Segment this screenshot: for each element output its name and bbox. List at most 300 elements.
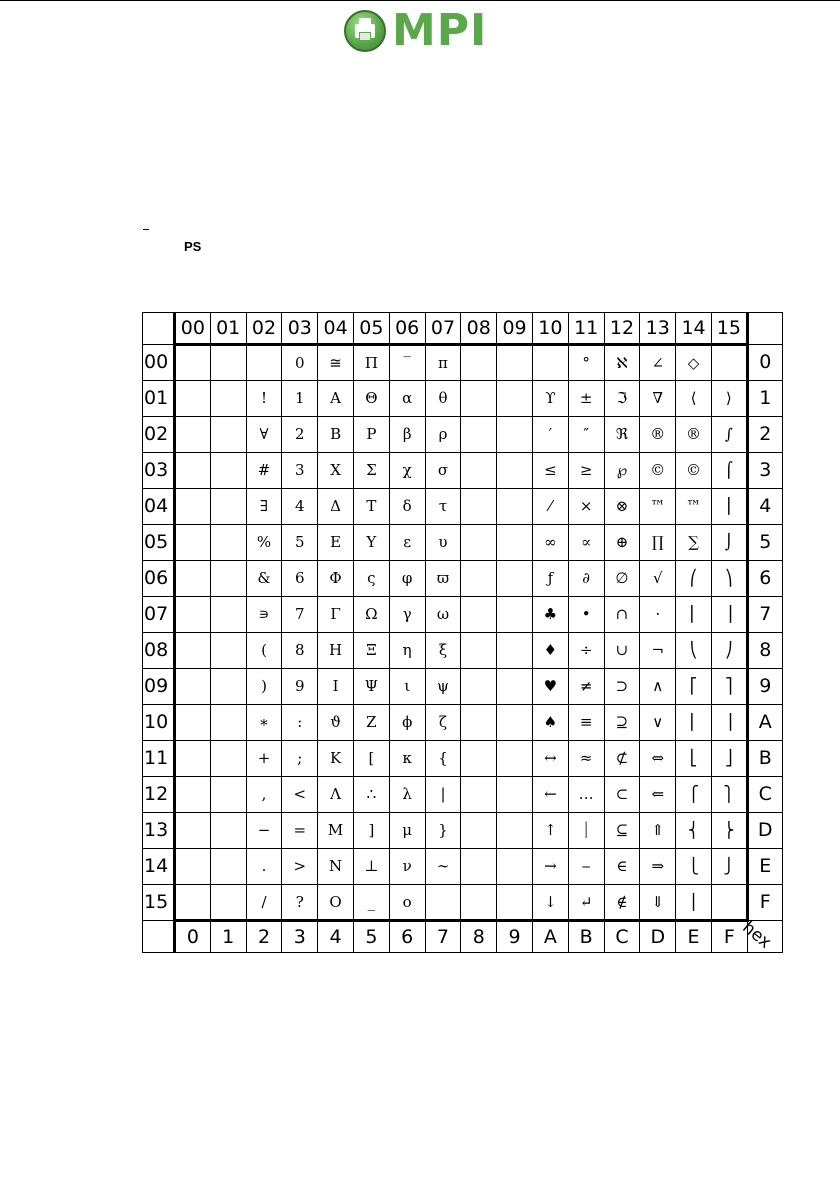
symbol-cell: ↔: [532, 741, 568, 777]
symbol-cell: ∗: [246, 705, 282, 741]
symbol-cell: Λ: [318, 777, 354, 813]
symbol-set-chart: [142, 312, 782, 953]
row-header: 11: [143, 741, 175, 777]
symbol-cell: τ: [425, 489, 461, 525]
symbol-cell: ψ: [425, 669, 461, 705]
symbol-cell: !: [246, 381, 282, 417]
symbol-cell: ®: [640, 417, 676, 453]
symbol-cell: [497, 885, 533, 921]
symbol-cell: ⊃: [604, 669, 640, 705]
symbol-cell: φ: [389, 561, 425, 597]
symbol-cell: ±: [568, 381, 604, 417]
symbol-cell: [210, 705, 246, 741]
symbol-cell: ⊂: [604, 777, 640, 813]
symbol-cell: ⎠: [711, 633, 747, 669]
symbol-cell: [461, 597, 497, 633]
symbol-cell: &: [246, 561, 282, 597]
symbol-cell: ∫: [711, 417, 747, 453]
symbol-cell: ⎜: [676, 597, 712, 633]
symbol-cell: π: [425, 345, 461, 381]
symbol-cell: Ε: [318, 525, 354, 561]
symbol-cell: ∅: [604, 561, 640, 597]
symbol-cell: ⎫: [711, 777, 747, 813]
symbol-cell: ο: [389, 885, 425, 921]
symbol-cell: ℜ: [604, 417, 640, 453]
symbol-cell: [497, 525, 533, 561]
symbol-cell: [461, 345, 497, 381]
column-header: 08: [461, 313, 497, 345]
symbol-cell: 4: [282, 489, 318, 525]
symbol-cell: ⇓: [640, 885, 676, 921]
symbol-cell: [210, 489, 246, 525]
symbol-cell: }: [425, 813, 461, 849]
symbol-cell: ∨: [640, 705, 676, 741]
symbol-cell: 3: [282, 453, 318, 489]
column-header: 15: [711, 313, 747, 345]
symbol-cell: [210, 417, 246, 453]
symbol-cell: ′: [532, 417, 568, 453]
symbol-cell: δ: [389, 489, 425, 525]
symbol-cell: σ: [425, 453, 461, 489]
symbol-cell: ∏: [640, 525, 676, 561]
symbol-cell: Γ: [318, 597, 354, 633]
symbol-cell: [497, 849, 533, 885]
symbol-cell: ≅: [318, 345, 354, 381]
symbol-cell: [175, 849, 211, 885]
symbol-cell: [175, 705, 211, 741]
symbol-cell: ⊇: [604, 705, 640, 741]
symbol-cell: ϖ: [425, 561, 461, 597]
symbol-cell: Η: [318, 633, 354, 669]
row-header: 08: [143, 633, 175, 669]
symbol-cell: Ζ: [353, 705, 389, 741]
symbol-cell: χ: [389, 453, 425, 489]
hex-column-label: F: [711, 921, 747, 953]
symbol-cell: ι: [389, 669, 425, 705]
symbol-cell: ∩: [604, 597, 640, 633]
symbol-cell: Β: [318, 417, 354, 453]
symbol-cell: β: [389, 417, 425, 453]
symbol-cell: ™: [676, 489, 712, 525]
hex-column-label: E: [676, 921, 712, 953]
mpi-logo: [344, 5, 488, 56]
symbol-cell: ∇: [640, 381, 676, 417]
symbol-cell: [210, 813, 246, 849]
symbol-cell: Ι: [318, 669, 354, 705]
symbol-cell: ≡: [568, 705, 604, 741]
row-header: 09: [143, 669, 175, 705]
corner-cell: [143, 313, 175, 345]
symbol-cell: ϒ: [532, 381, 568, 417]
symbol-cell: ⊗: [604, 489, 640, 525]
symbol-cell: [497, 417, 533, 453]
top-rule: [0, 0, 840, 1]
hex-column-label: C: [604, 921, 640, 953]
row-header: 05: [143, 525, 175, 561]
symbol-cell: ⊥: [353, 849, 389, 885]
symbol-cell: Δ: [318, 489, 354, 525]
symbol-cell: °: [568, 345, 604, 381]
row-header: 15: [143, 885, 175, 921]
symbol-cell: [210, 453, 246, 489]
symbol-cell: θ: [425, 381, 461, 417]
hex-column-label: 2: [246, 921, 282, 953]
symbol-cell: ↵: [568, 885, 604, 921]
hex-row-label: 3: [747, 453, 782, 489]
hex-row-label: F: [747, 885, 782, 921]
hex-row-label: 0: [747, 345, 782, 381]
corner-cell: [747, 313, 782, 345]
symbol-cell: ≠: [568, 669, 604, 705]
symbol-cell: [461, 525, 497, 561]
symbol-cell: [175, 417, 211, 453]
column-header: 10: [532, 313, 568, 345]
hex-row-label: C: [747, 777, 782, 813]
row-header: 03: [143, 453, 175, 489]
symbol-cell: ): [246, 669, 282, 705]
symbol-cell: [: [353, 741, 389, 777]
hex-corner-cell: [738, 917, 782, 953]
symbol-cell: ⎭: [711, 849, 747, 885]
row-header: 07: [143, 597, 175, 633]
column-header: 12: [604, 313, 640, 345]
symbol-cell: [461, 885, 497, 921]
symbol-cell: +: [246, 741, 282, 777]
symbol-cell: {: [425, 741, 461, 777]
symbol-cell: ⎯: [568, 849, 604, 885]
symbol-cell: ε: [389, 525, 425, 561]
symbol-cell: [210, 561, 246, 597]
symbol-cell: Φ: [318, 561, 354, 597]
symbol-cell: Τ: [353, 489, 389, 525]
symbol-cell: υ: [425, 525, 461, 561]
symbol-cell: [210, 381, 246, 417]
symbol-cell: ⎝: [676, 633, 712, 669]
symbol-cell: ©: [640, 453, 676, 489]
symbol-cell: Κ: [318, 741, 354, 777]
symbol-cell: [497, 489, 533, 525]
symbol-cell: ≈: [568, 741, 604, 777]
hex-column-label: 8: [461, 921, 497, 953]
symbol-cell: ↓: [532, 885, 568, 921]
symbol-cell: ⇔: [640, 741, 676, 777]
symbol-cell: ϑ: [318, 705, 354, 741]
symbol-cell: ⌠: [711, 453, 747, 489]
column-header: 00: [175, 313, 211, 345]
column-header: 14: [676, 313, 712, 345]
symbol-cell: ″: [568, 417, 604, 453]
symbol-cell: 8: [282, 633, 318, 669]
symbol-cell: Ν: [318, 849, 354, 885]
column-header: 13: [640, 313, 676, 345]
symbol-cell: ◇: [676, 345, 712, 381]
symbol-cell: ⟩: [711, 381, 747, 417]
symbol-cell: [425, 885, 461, 921]
hex-row-label: 2: [747, 417, 782, 453]
symbol-cell: ℑ: [604, 381, 640, 417]
symbol-cell: ∈: [604, 849, 640, 885]
symbol-cell: ⎮: [711, 489, 747, 525]
symbol-cell: [497, 813, 533, 849]
symbol-cell: [497, 561, 533, 597]
column-header: 01: [210, 313, 246, 345]
symbol-cell: =: [282, 813, 318, 849]
symbol-cell: Σ: [353, 453, 389, 489]
row-header: 01: [143, 381, 175, 417]
symbol-cell: ⇑: [640, 813, 676, 849]
symbol-cell: ν: [389, 849, 425, 885]
symbol-cell: [175, 381, 211, 417]
symbol-cell: [461, 489, 497, 525]
symbol-cell: ∞: [532, 525, 568, 561]
hex-column-label: 9: [497, 921, 533, 953]
symbol-cell: #: [246, 453, 282, 489]
symbol-cell: ?: [282, 885, 318, 921]
hex-row-label: A: [747, 705, 782, 741]
symbol-cell: >: [282, 849, 318, 885]
symbol-cell: [497, 597, 533, 633]
symbol-cell: [175, 777, 211, 813]
symbol-cell: [210, 345, 246, 381]
symbol-cell: ƒ: [532, 561, 568, 597]
symbol-cell: ⎬: [711, 813, 747, 849]
hex-column-label: 7: [425, 921, 461, 953]
symbol-cell: ♣: [532, 597, 568, 633]
symbol-cell: ⎟: [711, 597, 747, 633]
symbol-cell: [711, 885, 747, 921]
symbol-cell: Μ: [318, 813, 354, 849]
symbol-cell: .: [246, 849, 282, 885]
symbol-cell: ⊕: [604, 525, 640, 561]
symbol-cell: |: [425, 777, 461, 813]
symbol-cell: η: [389, 633, 425, 669]
symbol-cell: α: [389, 381, 425, 417]
column-header: 02: [246, 313, 282, 345]
symbol-cell: [497, 741, 533, 777]
column-header: 06: [389, 313, 425, 345]
symbol-cell: [210, 849, 246, 885]
symbol-cell: [210, 633, 246, 669]
symbol-cell: ⎨: [676, 813, 712, 849]
symbol-cell: [175, 597, 211, 633]
symbol-cell: [175, 561, 211, 597]
symbol-cell: 9: [282, 669, 318, 705]
logo-text: MPI: [392, 5, 488, 56]
symbol-cell: [210, 777, 246, 813]
symbol-cell: %: [246, 525, 282, 561]
symbol-cell: Α: [318, 381, 354, 417]
hex-column-label: A: [532, 921, 568, 953]
symbol-cell: ⎛: [676, 561, 712, 597]
column-header: 11: [568, 313, 604, 345]
hex-row-label: 9: [747, 669, 782, 705]
symbol-cell: [210, 669, 246, 705]
symbol-cell: ∍: [246, 597, 282, 633]
symbol-cell: [175, 345, 211, 381]
symbol-cell: ω: [425, 597, 461, 633]
hex-label: hex: [738, 917, 775, 953]
hex-row-label: E: [747, 849, 782, 885]
symbol-cell: ∑: [676, 525, 712, 561]
symbol-cell: ⎪: [676, 885, 712, 921]
symbol-cell: ⎦: [711, 741, 747, 777]
symbol-cell: κ: [389, 741, 425, 777]
symbol-cell: ⌡: [711, 525, 747, 561]
symbol-cell: Ω: [353, 597, 389, 633]
symbol-cell: [461, 669, 497, 705]
symbol-cell: ⋅: [640, 597, 676, 633]
symbol-cell: ←: [532, 777, 568, 813]
symbol-cell: γ: [389, 597, 425, 633]
symbol-cell: [461, 705, 497, 741]
hex-row-label: 5: [747, 525, 782, 561]
hex-row-label: B: [747, 741, 782, 777]
symbol-cell: ⏐: [568, 813, 604, 849]
symbol-cell: ⎩: [676, 849, 712, 885]
column-header: 09: [497, 313, 533, 345]
symbol-cell: ↑: [532, 813, 568, 849]
symbol-cell: Θ: [353, 381, 389, 417]
symbol-cell: [497, 705, 533, 741]
symbol-cell: ∠: [640, 345, 676, 381]
column-header: 04: [318, 313, 354, 345]
symbol-cell: ⁄: [532, 489, 568, 525]
symbol-cell: ∼: [425, 849, 461, 885]
hex-column-label: 4: [318, 921, 354, 953]
symbol-cell: ∪: [604, 633, 640, 669]
hex-column-label: 1: [210, 921, 246, 953]
symbol-cell: [461, 633, 497, 669]
symbol-cell: [210, 525, 246, 561]
symbol-cell: ¬: [640, 633, 676, 669]
symbol-cell: ∂: [568, 561, 604, 597]
symbol-cell: 5: [282, 525, 318, 561]
symbol-cell: [175, 669, 211, 705]
symbol-cell: [497, 633, 533, 669]
row-header: 02: [143, 417, 175, 453]
symbol-cell: ÷: [568, 633, 604, 669]
symbol-cell: [461, 741, 497, 777]
symbol-cell: ς: [353, 561, 389, 597]
symbol-cell: [461, 777, 497, 813]
row-header: 12: [143, 777, 175, 813]
symbol-cell: ;: [282, 741, 318, 777]
symbol-cell: [497, 669, 533, 705]
symbol-cell: −: [246, 813, 282, 849]
symbol-cell: Χ: [318, 453, 354, 489]
symbol-cell: Ρ: [353, 417, 389, 453]
symbol-cell: [461, 381, 497, 417]
section-label: PS: [184, 239, 202, 254]
symbol-cell: [210, 597, 246, 633]
hex-column-label: 5: [353, 921, 389, 953]
symbol-cell: ≤: [532, 453, 568, 489]
symbol-cell: [461, 561, 497, 597]
symbol-cell: /: [246, 885, 282, 921]
symbol-cell: ⇒: [640, 849, 676, 885]
symbol-cell: ℵ: [604, 345, 640, 381]
symbol-cell: ♥: [532, 669, 568, 705]
symbol-cell: ξ: [425, 633, 461, 669]
row-header: 00: [143, 345, 175, 381]
symbol-cell: ∝: [568, 525, 604, 561]
printer-icon: [344, 10, 386, 52]
symbol-cell: •: [568, 597, 604, 633]
symbol-cell: _: [353, 885, 389, 921]
hex-column-label: 3: [282, 921, 318, 953]
hex-column-label: 0: [175, 921, 211, 953]
symbol-cell: 2: [282, 417, 318, 453]
symbol-cell: ∧: [640, 669, 676, 705]
row-header: 13: [143, 813, 175, 849]
symbol-cell: ⎣: [676, 741, 712, 777]
symbol-cell: 0: [282, 345, 318, 381]
symbol-cell: ⎞: [711, 561, 747, 597]
hex-column-label: B: [568, 921, 604, 953]
hex-row-label: 6: [747, 561, 782, 597]
symbol-cell: 7: [282, 597, 318, 633]
hex-row-label: 4: [747, 489, 782, 525]
heading-mark: [143, 229, 149, 230]
symbol-cell: μ: [389, 813, 425, 849]
symbol-cell: ℘: [604, 453, 640, 489]
symbol-cell: [210, 741, 246, 777]
symbol-cell: 6: [282, 561, 318, 597]
symbol-cell: [461, 813, 497, 849]
row-header: 04: [143, 489, 175, 525]
symbol-cell: ⎡: [676, 669, 712, 705]
symbol-cell: [175, 885, 211, 921]
symbol-cell: [497, 453, 533, 489]
hex-row-label: 1: [747, 381, 782, 417]
symbol-cell: [210, 885, 246, 921]
symbol-cell: [532, 345, 568, 381]
symbol-cell: ϕ: [389, 705, 425, 741]
symbol-cell: [246, 345, 282, 381]
symbol-cell: ]: [353, 813, 389, 849]
symbol-cell: [175, 813, 211, 849]
symbol-cell: ♦: [532, 633, 568, 669]
symbol-cell: ⎢: [676, 705, 712, 741]
symbol-cell: ×: [568, 489, 604, 525]
symbol-cell: ⊆: [604, 813, 640, 849]
symbol-cell: ∀: [246, 417, 282, 453]
corner-cell: [143, 921, 175, 953]
row-header: 14: [143, 849, 175, 885]
symbol-cell: ⎥: [711, 705, 747, 741]
row-header: 06: [143, 561, 175, 597]
symbol-cell: [175, 633, 211, 669]
symbol-cell: <: [282, 777, 318, 813]
symbol-cell: ⇐: [640, 777, 676, 813]
symbol-cell: …: [568, 777, 604, 813]
symbol-cell: [175, 489, 211, 525]
hex-column-label: 6: [389, 921, 425, 953]
column-header: 07: [425, 313, 461, 345]
symbol-cell: Ξ: [353, 633, 389, 669]
symbol-cell: ®: [676, 417, 712, 453]
column-header: 05: [353, 313, 389, 345]
symbol-cell: (: [246, 633, 282, 669]
symbol-cell: λ: [389, 777, 425, 813]
symbol-cell: ™: [640, 489, 676, 525]
symbol-cell: ≥: [568, 453, 604, 489]
symbol-cell: Ο: [318, 885, 354, 921]
symbol-cell: [711, 345, 747, 381]
symbol-cell: ∉: [604, 885, 640, 921]
symbol-table: [142, 312, 783, 953]
symbol-cell: ⟨: [676, 381, 712, 417]
